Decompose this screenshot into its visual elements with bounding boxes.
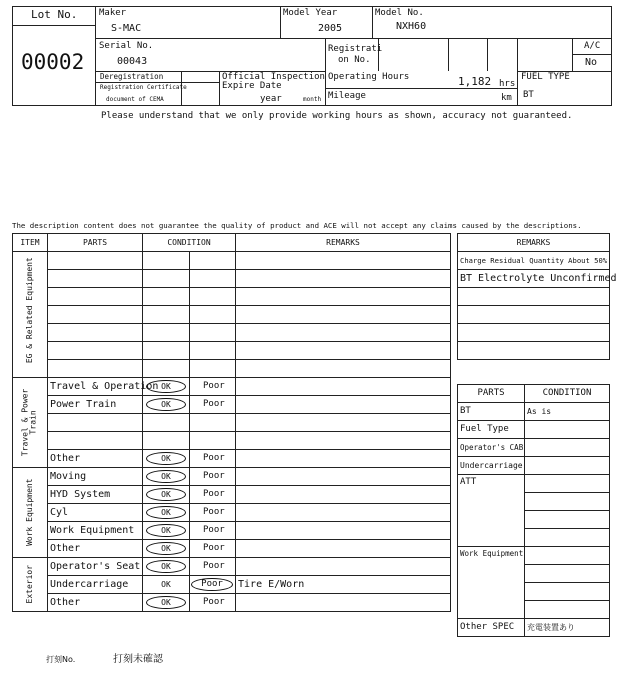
remark-exterior-other <box>236 594 451 612</box>
remark-power-train <box>236 396 451 414</box>
serial-no-label: Serial No. <box>99 41 154 51</box>
registration-label-2: on No. <box>338 55 371 65</box>
part-operators-seat: Operator's Seat <box>48 558 143 576</box>
ok-circled: OK <box>146 506 186 519</box>
inspection-label: Official Inspection <box>222 72 325 82</box>
parts-bt: BT <box>458 403 525 421</box>
maker-value: S-MAC <box>111 23 142 34</box>
ok-circled: OK <box>146 596 186 609</box>
poor-option: Poor <box>190 468 236 486</box>
ok-circled: OK <box>146 560 186 573</box>
exterior-group-cell <box>13 558 48 612</box>
header-block <box>12 6 612 106</box>
work-group-label: Work Equipment <box>24 478 34 546</box>
ok-circled: OK <box>146 524 186 537</box>
disclaimer-text: The description content does not guarantee the quality of product and ACE will not accept any claims caused by the descriptions. <box>12 221 582 230</box>
model-year-value: 2005 <box>318 23 343 34</box>
poor-option: Poor <box>190 504 236 522</box>
model-year-label: Model Year <box>283 8 338 18</box>
ok-circled: OK <box>146 488 186 501</box>
part-hyd-system: HYD System <box>48 486 143 504</box>
parts-panel-condition-header: CONDITION <box>525 385 610 403</box>
poor-option: Poor <box>190 522 236 540</box>
ac-value: No <box>585 57 598 68</box>
part-cyl: Cyl <box>48 504 143 522</box>
month-label: month <box>303 96 322 103</box>
ok-circled: OK <box>146 398 186 411</box>
remarks-header: REMARKS <box>236 234 451 252</box>
km-label: km <box>501 93 512 103</box>
maker-label: Maker <box>99 8 127 18</box>
remark-operators-seat <box>236 558 451 576</box>
travel-group-label: Travel & Power <box>20 388 30 457</box>
lot-no-value: 00002 <box>21 50 85 74</box>
model-no-value: NXH60 <box>396 21 427 32</box>
remark-travel-other <box>236 450 451 468</box>
remark-travel-operation <box>236 378 451 396</box>
model-no-label: Model No. <box>375 8 424 18</box>
remarks-panel <box>457 233 617 360</box>
remarks-panel-title: REMARKS <box>458 234 610 252</box>
ok-circled: OK <box>146 542 186 555</box>
ok-circled: OK <box>146 452 186 465</box>
deregistration-label: Deregistration <box>100 72 164 81</box>
remarks-line-1: Charge Residual Quantity About 50% <box>458 252 610 270</box>
parts-work-equipment: Work Equipment <box>458 547 525 619</box>
parts-other-spec: Other SPEC <box>458 619 525 637</box>
eg-group-cell <box>13 252 48 378</box>
poor-option: Poor <box>190 540 236 558</box>
lot-no-label: Lot No. <box>31 8 78 21</box>
inspection-label-2: Expire Date <box>222 81 282 91</box>
registration-label: Registrati <box>328 44 383 54</box>
part-moving: Moving <box>48 468 143 486</box>
part-travel-other: Other <box>48 450 143 468</box>
poor-option: Poor <box>190 378 236 396</box>
accuracy-notice: Please understand that we only provide working hours as shown, accuracy not guaranteed. <box>101 111 573 121</box>
remarks-line-2: BT Electrolyte Unconfirmed <box>458 270 610 288</box>
condition-header: CONDITION <box>143 234 236 252</box>
remark-work-other <box>236 540 451 558</box>
serial-no-value: 00043 <box>117 56 148 67</box>
parts-panel-parts-header: PARTS <box>458 385 525 403</box>
ok-circled: OK <box>146 470 186 483</box>
cema-document-label: document of CEMA <box>106 96 164 103</box>
poor-option: Poor <box>190 486 236 504</box>
poor-option: Poor <box>190 450 236 468</box>
part-work-equipment: Work Equipment <box>48 522 143 540</box>
work-group-cell <box>13 468 48 558</box>
parts-header: PARTS <box>48 234 143 252</box>
parts-operators-cab: Operator's CAB <box>458 439 525 457</box>
ok-option: OK <box>143 576 190 594</box>
part-work-other: Other <box>48 540 143 558</box>
poor-option: Poor <box>190 396 236 414</box>
mileage-label: Mileage <box>328 91 366 101</box>
travel-group-label-2: Train <box>29 410 38 435</box>
parts-other-spec-value: 充電装置あり <box>525 619 610 637</box>
item-header: ITEM <box>13 234 48 252</box>
remark-cyl <box>236 504 451 522</box>
ac-label: A/C <box>584 41 601 51</box>
parts-bt-condition: As is <box>525 403 610 421</box>
part-undercarriage: Undercarriage <box>48 576 143 594</box>
part-exterior-other: Other <box>48 594 143 612</box>
ok-circled: OK <box>146 380 186 393</box>
part-power-train: Power Train <box>48 396 143 414</box>
fuel-type-value: BT <box>523 90 534 100</box>
parts-panel <box>457 384 610 637</box>
operating-hours-label: Operating Hours <box>328 72 410 82</box>
stamp-no-value: 打刻未確認 <box>113 654 163 665</box>
remark-moving <box>236 468 451 486</box>
condition-table <box>12 233 451 612</box>
parts-fuel-type: Fuel Type <box>458 421 525 439</box>
poor-option: Poor <box>190 594 236 612</box>
exterior-group-label: Exterior <box>24 564 34 604</box>
remark-hyd-system <box>236 486 451 504</box>
travel-group-cell <box>13 378 48 468</box>
year-label: year <box>260 94 282 104</box>
registration-certificate-label: Registration Certificate <box>100 84 187 91</box>
eg-group-label: EG & Related Equipment <box>24 257 34 364</box>
parts-att: ATT <box>458 475 525 547</box>
poor-circled: Poor <box>191 578 233 591</box>
operating-hours-value: 1,182 <box>458 75 492 88</box>
part-travel-operation: Travel & Operation <box>48 378 143 396</box>
hrs-label: hrs <box>499 79 516 89</box>
poor-option: Poor <box>190 558 236 576</box>
remark-undercarriage: Tire E/Worn <box>236 576 451 594</box>
fuel-type-label: FUEL TYPE <box>521 72 570 82</box>
parts-undercarriage: Undercarriage <box>458 457 525 475</box>
remark-work-equipment <box>236 522 451 540</box>
stamp-no-label: 打刻No. <box>46 655 76 664</box>
